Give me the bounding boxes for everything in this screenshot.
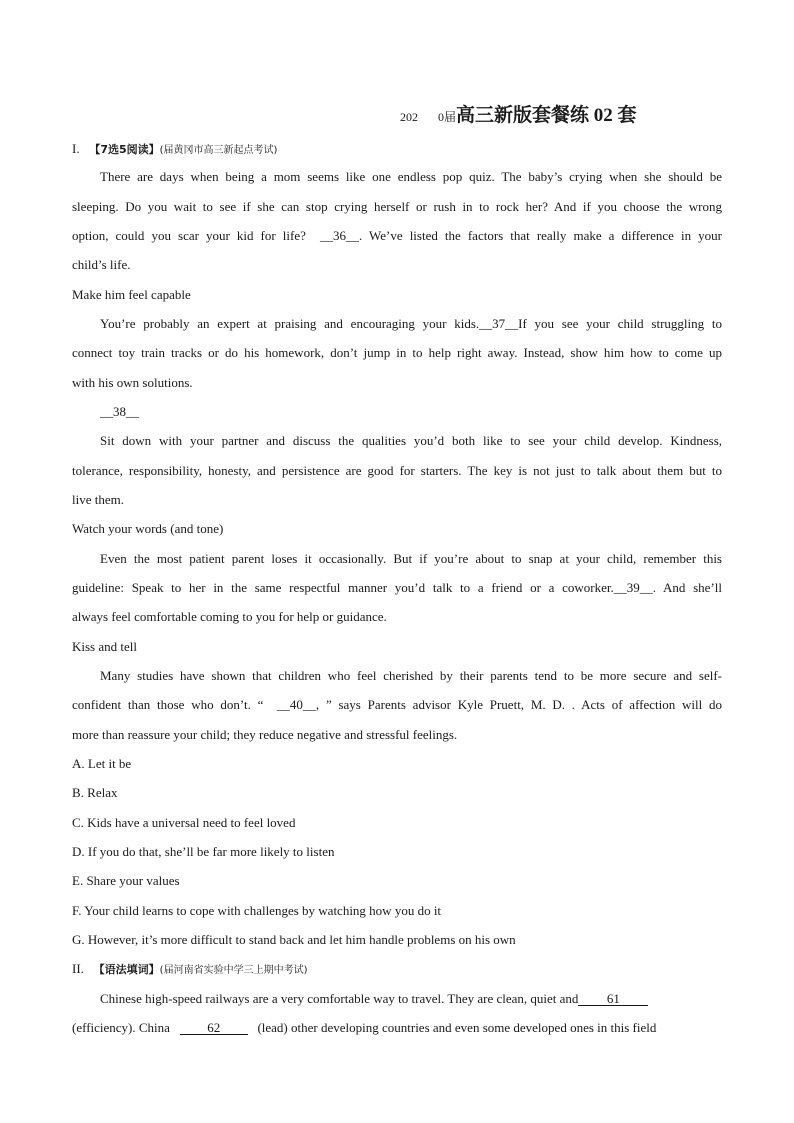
section1-source: (届黄冈市高三新起点考试) — [159, 145, 278, 156]
subheading-words: Watch your words (and tone) — [72, 521, 224, 536]
option-e: E. Share your values — [72, 873, 180, 888]
paragraph-line: confident than those who don’t. “ __40__, ” says Parents advisor Kyle Pruett, M. D. . Acts of affection will do — [72, 697, 723, 712]
paragraph-line: Many studies have shown that children who feel cherished by their parents tend to be more secure and self- — [100, 668, 722, 683]
paragraph-line: live them. — [72, 492, 124, 507]
title-jie: 届 — [444, 110, 457, 124]
paragraph-line: connect toy train tracks or do his homework, don’t jump in to help right away. Instead, show him how to come up — [72, 345, 722, 360]
paragraph-line: Sit down with your partner and discuss the qualities you’d both like to see your child develop. Kindness, — [100, 433, 722, 448]
blank-36: __36__ — [319, 228, 359, 243]
paragraph-line: sleeping. Do you wait to see if she can stop crying herself or rush in to rock her? And if you choose the wrong — [72, 199, 722, 214]
paragraph-line: option, could you scar your kid for life? __36__. We’ve listed the factors that really make a difference in your — [72, 228, 722, 243]
blank-61: 61 — [578, 992, 648, 1006]
option-g: G. However, it’s more difficult to stand back and let him handle problems on his own — [72, 932, 516, 947]
subheading-capable: Make him feel capable — [72, 287, 191, 302]
paragraph-line: Even the most patient parent loses it occasionally. But if you’re about to snap at your child, remember this — [100, 551, 722, 566]
section2-heading — [72, 961, 307, 979]
paragraph-line: There are days when being a mom seems like one endless pop quiz. The baby’s crying when she should be — [100, 169, 722, 184]
section2-type: 【语法填词】 — [93, 963, 160, 976]
option-a: A. Let it be — [72, 756, 132, 771]
option-c: C. Kids have a universal need to feel loved — [72, 815, 296, 830]
title-zero: 0 — [438, 110, 444, 124]
blank-39: __39__ — [613, 580, 653, 595]
section1-heading — [72, 141, 277, 159]
blank-38: __38__ — [100, 404, 139, 419]
section1-type: 【7选5阅读】 — [89, 143, 160, 156]
option-b: B. Relax — [72, 785, 118, 800]
option-d: D. If you do that, she’ll be far more likely to listen — [72, 844, 335, 859]
title-suffix: 套 — [617, 104, 637, 126]
page-title — [400, 100, 637, 127]
title-main: 高三新版套餐练 — [456, 104, 590, 126]
paragraph-line: You’re probably an expert at praising and encouraging your kids.__37__If you see your child struggling to — [100, 316, 722, 331]
paragraph-line: (efficiency). China 62 (lead) other developing countries and even some developed ones in this field — [72, 1020, 657, 1035]
paragraph-line: more than reassure your child; they reduce negative and stressful feelings. — [72, 727, 458, 742]
blank-40: __40__ — [276, 697, 316, 712]
paragraph-line: with his own solutions. — [72, 375, 193, 390]
paragraph-line: guideline: Speak to her in the same respectful manner you’d talk to a friend or a coworker.__39__. And she’ll — [72, 580, 722, 595]
subheading-kiss: Kiss and tell — [72, 639, 137, 654]
section2-source: (届河南省实验中学三上期中考试) — [159, 965, 308, 976]
paragraph-line: always feel comfortable coming to you for help or guidance. — [72, 609, 387, 624]
paragraph-line: child’s life. — [72, 257, 131, 272]
option-f: F. Your child learns to cope with challenges by watching how you do it — [72, 903, 442, 918]
section2-number: II. — [72, 961, 84, 976]
blank-62: 62 — [180, 1021, 248, 1035]
paragraph-line: tolerance, responsibility, honesty, and persistence are good for starters. The key is not just to talk about them but to — [72, 463, 722, 478]
paragraph-line: Chinese high-speed railways are a very comfortable way to travel. They are clean, quiet and 61 — [100, 991, 648, 1007]
section1-number: I. — [72, 141, 80, 156]
title-num: 02 — [593, 105, 613, 126]
title-year: 202 — [400, 110, 418, 124]
blank-37: __37__ — [479, 316, 519, 331]
